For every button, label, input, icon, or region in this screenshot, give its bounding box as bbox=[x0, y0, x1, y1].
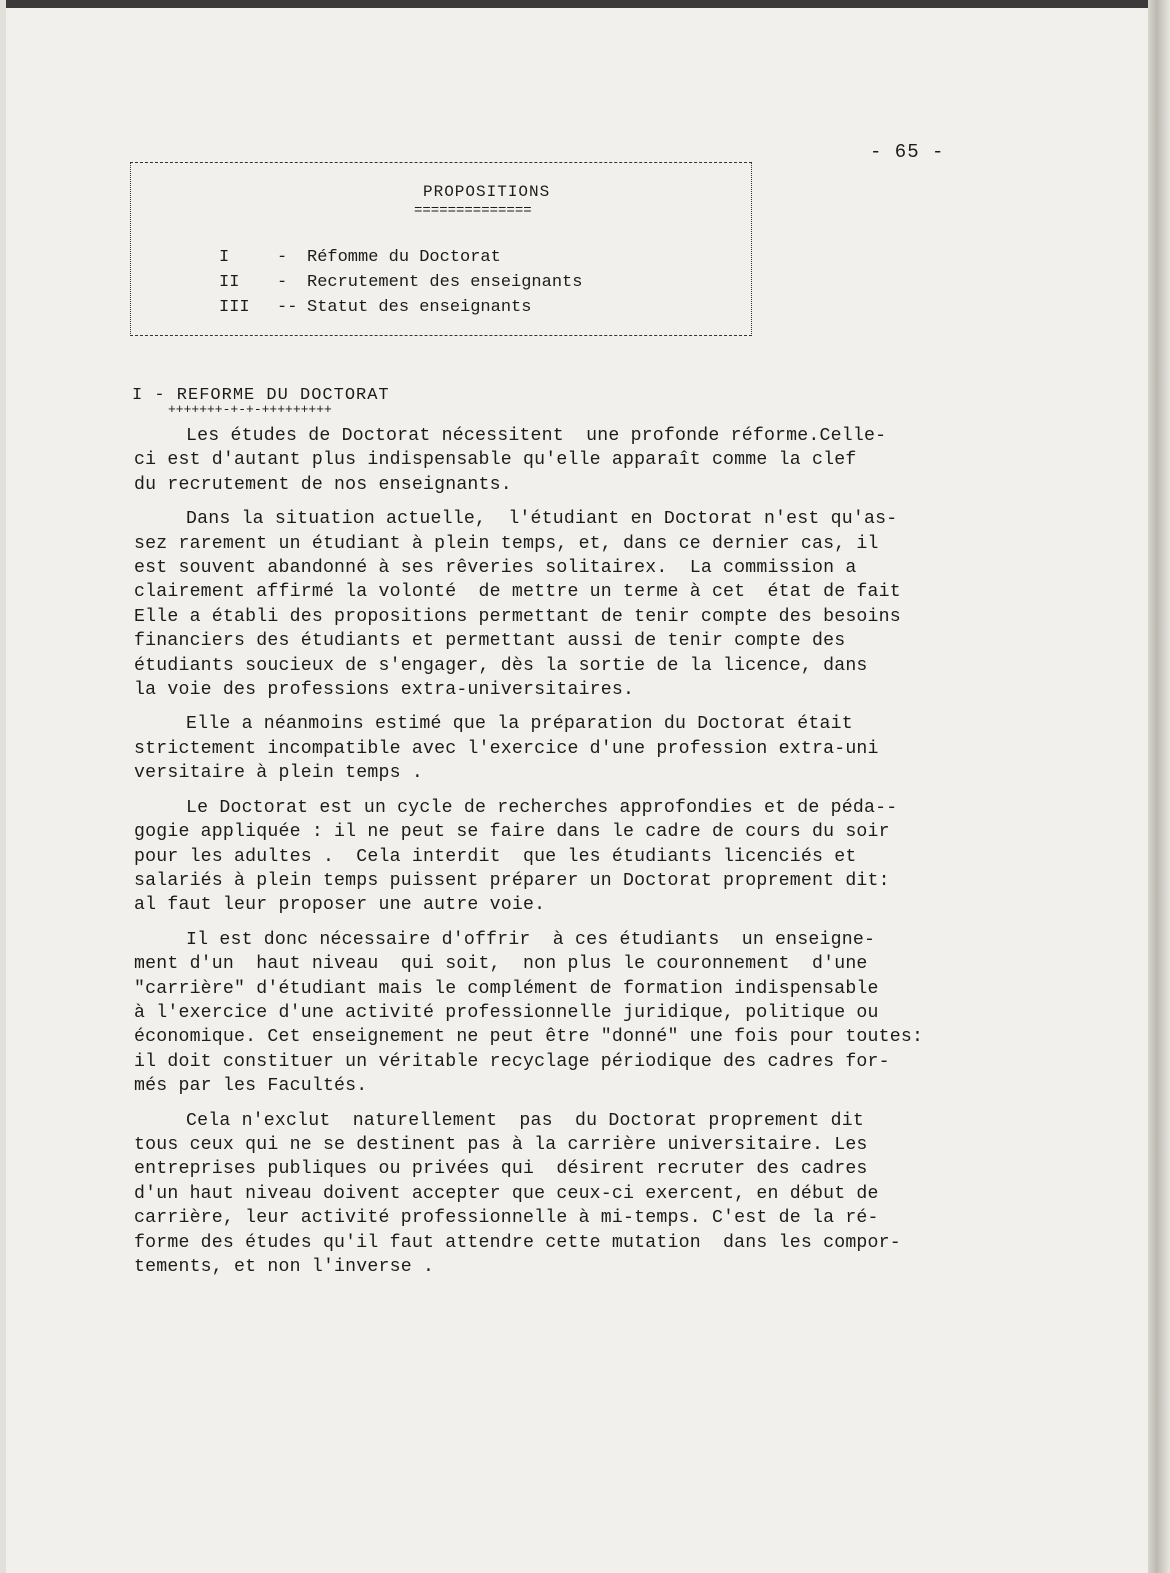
proposition-item bbox=[219, 245, 582, 270]
text-line: étudiants soucieux de s'engager, dès la sortie de la licence, dans bbox=[134, 655, 868, 676]
proposition-number: I bbox=[219, 248, 230, 267]
text-line: Les études de Doctorat nécessitent une profonde réforme.Celle- bbox=[186, 426, 887, 446]
proposition-number: II bbox=[219, 273, 240, 292]
scan-edge-right bbox=[1148, 0, 1170, 1573]
text-line: financiers des étudiants et permettant aussi de tenir compte des bbox=[134, 631, 846, 652]
text-line: du recrutement de nos enseignants. bbox=[134, 474, 512, 495]
page-number: - 65 - bbox=[870, 141, 945, 163]
text-line: est souvent abandonné à ses rêveries solitairex. La commission a bbox=[134, 558, 857, 579]
proposition-number: III bbox=[219, 298, 250, 317]
text-line: Elle a néanmoins estimé que la préparation du Doctorat était bbox=[186, 714, 853, 735]
text-line: Il est donc nécessaire d'offrir à ces étudiants un enseigne- bbox=[186, 929, 876, 950]
text-line: économique. Cet enseignement ne peut être "donné" une fois pour toutes: bbox=[134, 1027, 924, 1048]
text-line: Dans la situation actuelle, l'étudiant en Doctorat n'est qu'as- bbox=[186, 509, 898, 530]
text-line: gogie appliquée : il ne peut se faire dans le cadre de cours du soir bbox=[134, 822, 890, 843]
text-line: tements, et non l'inverse . bbox=[134, 1257, 435, 1277]
scan-edge-top bbox=[0, 0, 1170, 8]
text-line: sez rarement un étudiant à plein temps, et, dans ce dernier cas, il bbox=[134, 533, 879, 554]
paragraph bbox=[134, 712, 1034, 785]
paragraph bbox=[134, 928, 1034, 1099]
text-line: pour les adultes . Cela interdit que les étudiants licenciés et bbox=[134, 846, 857, 867]
box-heading: PROPOSITIONS bbox=[423, 183, 551, 201]
propositions-box bbox=[130, 162, 752, 336]
text-line: la voie des professions extra-universitaires. bbox=[134, 680, 635, 701]
proposition-label: Réfomme du Doctorat bbox=[307, 248, 501, 267]
text-line: ci est d'autant plus indispensable qu'elle apparaît comme la clef bbox=[134, 450, 857, 471]
text-line: Le Doctorat est un cycle de recherches approfondies et de péda-- bbox=[186, 797, 898, 818]
text-line: al faut leur proposer une autre voie. bbox=[134, 895, 546, 916]
text-line: tous ceux qui ne se destinent pas à la carrière universitaire. Les bbox=[134, 1134, 868, 1155]
proposition-label: Recrutement des enseignants bbox=[307, 273, 583, 292]
text-line: salariés à plein temps puissent préparer un Doctorat proprement dit: bbox=[134, 870, 890, 891]
box-heading-underline: ============== bbox=[414, 203, 532, 219]
proposition-dash: - bbox=[277, 273, 288, 292]
text-line: forme des études qu'il faut attendre cette mutation dans les compor- bbox=[134, 1232, 901, 1253]
text-line: Cela n'exclut naturellement pas du Doctorat proprement dit bbox=[186, 1110, 864, 1131]
paragraph bbox=[134, 424, 1034, 497]
text-line: carrière, leur activité professionnelle à mi-temps. C'est de la ré- bbox=[134, 1208, 879, 1229]
proposition-item bbox=[219, 270, 582, 295]
section-heading-underline: +++++++-+-+-+++++++++ bbox=[168, 402, 332, 417]
paragraph bbox=[134, 1109, 1034, 1280]
text-line: d'un haut niveau doivent accepter que ceux-ci exercent, en début de bbox=[134, 1183, 879, 1204]
propositions-list bbox=[219, 245, 582, 320]
text-line: "carrière" d'étudiant mais le complément de formation indispensable bbox=[134, 978, 879, 999]
body-text bbox=[134, 424, 1034, 1289]
text-line: Elle a établi des propositions permettant de tenir compte des besoins bbox=[134, 606, 901, 627]
text-line: à l'exercice d'une activité professionnelle juridique, politique ou bbox=[134, 1002, 879, 1023]
section-heading: I - REFORME DU DOCTORAT bbox=[132, 386, 390, 405]
text-line: versitaire à plein temps . bbox=[134, 763, 423, 784]
text-line: clairement affirmé la volonté de mettre un terme à cet état de fait bbox=[134, 582, 901, 603]
text-line: entreprises publiques ou privées qui désirent recruter des cadres bbox=[134, 1159, 868, 1180]
paragraph bbox=[134, 507, 1034, 702]
text-line: strictement incompatible avec l'exercice d'une profession extra-uni bbox=[134, 738, 879, 759]
text-line: més par les Facultés. bbox=[134, 1076, 368, 1097]
text-line: ment d'un haut niveau qui soit, non plus le couronnement d'une bbox=[134, 954, 868, 975]
proposition-label: Statut des enseignants bbox=[307, 298, 532, 317]
text-line: il doit constituer un véritable recyclage périodique des cadres for- bbox=[134, 1051, 890, 1072]
proposition-item bbox=[219, 295, 582, 320]
proposition-dash: -- bbox=[277, 298, 298, 317]
scan-edge-left bbox=[0, 0, 6, 1573]
paragraph bbox=[134, 796, 1034, 918]
proposition-dash: - bbox=[277, 248, 288, 267]
